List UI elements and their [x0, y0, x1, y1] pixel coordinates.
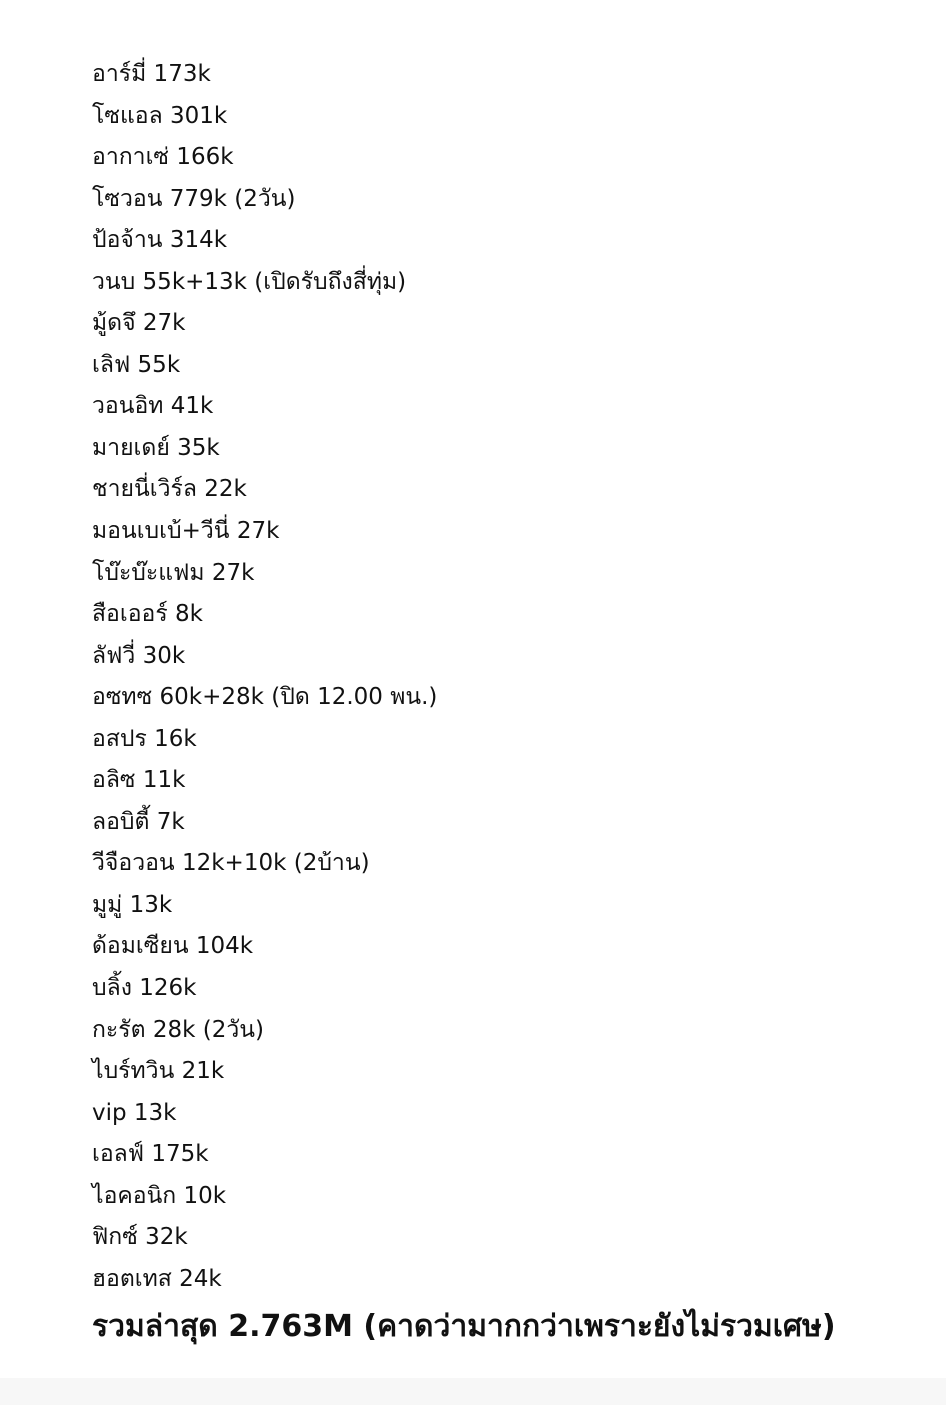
list-item: vip 13k: [92, 1099, 177, 1126]
list-item: ลัฟวี่ 30k: [92, 642, 186, 669]
list-item: วอนอิท 41k: [92, 393, 214, 420]
list-item: อสปร 16k: [92, 725, 197, 752]
list-item: โซแอล 301k: [92, 102, 228, 129]
list-item: มายเดย์ 35k: [92, 434, 220, 461]
list-item: ป้อจ้าน 314k: [92, 227, 228, 254]
list-item: อากาเซ่ 166k: [92, 144, 234, 171]
list-item: กะรัต 28k (2วัน): [92, 1016, 264, 1043]
list-item: เอลฟ์ 175k: [92, 1141, 209, 1168]
total-summary: รวมล่าสุด 2.763M (คาดว่ามากกว่าเพราะยังไม่รวมเศษ): [92, 1309, 836, 1344]
list-item: วนบ 55k+13k (เปิดรับถึงสี่ทุ่ม): [92, 268, 407, 295]
list-item: อาร์มี่ 173k: [92, 61, 211, 87]
list-item: มูมู่ 13k: [92, 891, 173, 918]
list-item: มู้ดจึ 27k: [92, 310, 186, 337]
list-item: ลอบิตี้ 7k: [92, 808, 185, 835]
list-item: เลิฟ 55k: [92, 351, 181, 378]
list-item: ไบร์ทวิน 21k: [92, 1058, 225, 1085]
list-item: บลิ้ง 126k: [92, 975, 197, 1002]
list-item: ฟิกซ์ 32k: [92, 1224, 188, 1251]
fandom-donation-list: [92, 54, 437, 1300]
list-item: โซวอน 779k (2วัน): [92, 185, 296, 212]
list-item: อลิซ 11k: [92, 767, 186, 794]
list-item: มอนเบเบ้+วีนี่ 27k: [92, 518, 280, 545]
list-item: วีจือวอน 12k+10k (2บ้าน): [92, 850, 370, 877]
list-item: โบ๊ะบ๊ะแฟม 27k: [92, 559, 255, 586]
list-item: ไอคอนิก 10k: [92, 1182, 227, 1209]
list-item: ฮอตเทส 24k: [92, 1265, 222, 1292]
list-item: ด้อมเซียน 104k: [92, 933, 254, 960]
list-item: ชายนี่เวิร์ล 22k: [92, 476, 247, 503]
list-item: สือเออร์ 8k: [92, 601, 203, 628]
list-item: อซทซ 60k+28k (ปิด 12.00 พน.): [92, 684, 438, 711]
